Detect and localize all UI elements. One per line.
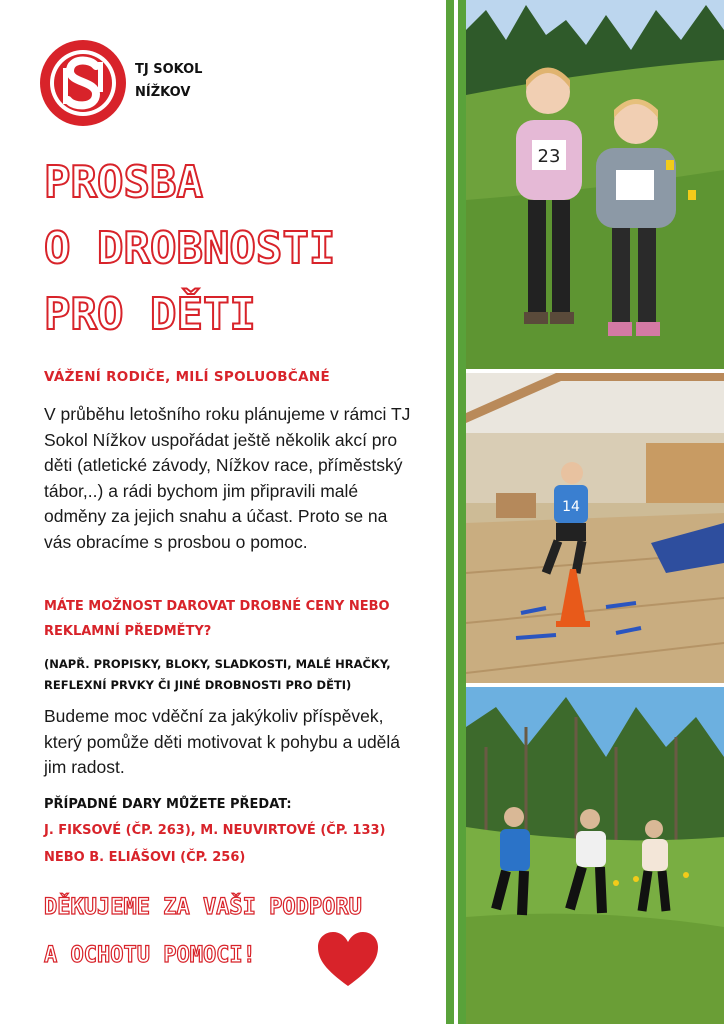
- intro-paragraph: V průběhu letošního roku plánujeme v rámci TJ Sokol Nížkov uspořádat ještě několik akcí pro děti (atletické závody, Nížkov race, příměstský tábor,..) a rádi bychom jim připravili malé odměny za jejich snahu a účast. Proto se na vás obracíme s prosbou o pomoc.: [44, 404, 411, 552]
- photo-girls-running: [466, 687, 724, 1024]
- recipients-line-2: NEBO B. ELIÁŠOVI (ČP. 256): [44, 850, 246, 865]
- green-stripe-left: [446, 0, 454, 1024]
- organization-name: [135, 58, 202, 104]
- green-stripe-right: [458, 0, 466, 1024]
- appreciation-paragraph: Budeme moc vděční za jakýkoliv příspěvek, který pomůže děti motivovat k pohybu a udělá jim radost.: [44, 706, 401, 777]
- salutation: VÁŽENÍ RODIČE, MILÍ SPOLUOBČANÉ: [44, 369, 330, 385]
- donation-recipients: [44, 817, 386, 871]
- thanks-line-1: DĚKUJEME ZA VAŠI PODPORU: [44, 895, 362, 920]
- thanks-line-2: A OCHOTU POMOCI!: [44, 943, 256, 968]
- title-line-2: O DROBNOSTI: [44, 223, 336, 274]
- donation-examples: (NAPŘ. PROPISKY, BLOKY, SLADKOSTI, MALÉ HRAČKY, REFLEXNÍ PRVKY ČI JINÉ DROBNOSTI PRO DĚTI): [44, 657, 391, 692]
- sokol-logo: [38, 38, 128, 128]
- title-line-1: PROSBA: [44, 157, 203, 208]
- thank-you-message: [44, 884, 362, 980]
- donation-question: MÁTE MOŽNOST DAROVAT DROBNÉ CENY NEBO REKLAMNÍ PŘEDMĚTY?: [44, 599, 390, 639]
- title-line-3: PRO DĚTI: [44, 289, 256, 340]
- recipients-line-1: J. FIKSOVÉ (ČP. 263), M. NEUVIRTOVÉ (ČP. 133): [44, 823, 386, 838]
- org-line-2: NÍŽKOV: [135, 85, 191, 100]
- bib-number: 23: [537, 146, 561, 167]
- heart-icon: [316, 930, 380, 988]
- photo-girls-with-medals: [466, 0, 724, 369]
- photo-boy-in-gym: [466, 373, 724, 683]
- jersey-number: 14: [562, 499, 580, 515]
- org-line-1: TJ SOKOL: [135, 62, 203, 77]
- page-title: [44, 150, 335, 348]
- donation-heading: PŘÍPADNÉ DARY MŮŽETE PŘEDAT:: [44, 797, 292, 812]
